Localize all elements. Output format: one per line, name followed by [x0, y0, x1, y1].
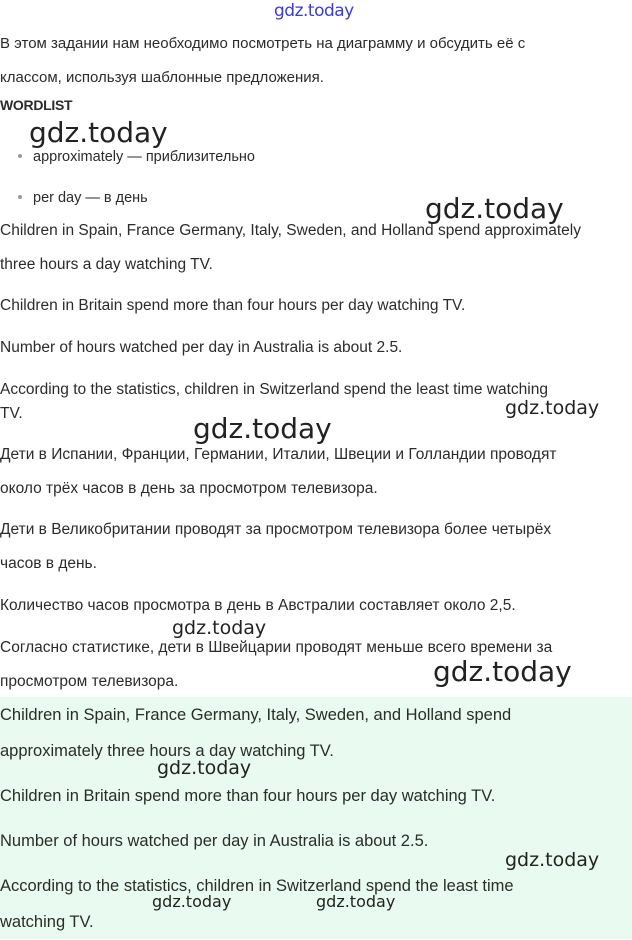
paragraph-line: Children in Britain spend more than four hours per day watching TV.: [0, 787, 496, 805]
paragraph-line: Количество часов просмотра в день в Австралии составляет около 2,5.: [0, 597, 516, 614]
paragraph-line: Children in Spain, France Germany, Italy, Sweden, and Holland spend: [0, 706, 512, 724]
paragraph-line: Согласно статистике, дети в Швейцарии проводят меньше всего времени за: [0, 639, 553, 656]
paragraph-line: According to the statistics, children in Switzerland spend the least time watching: [0, 381, 548, 398]
wordlist-item: [18, 190, 148, 206]
intro-text: [0, 27, 525, 95]
watermark: gdz.today: [505, 849, 600, 871]
paragraph-line: Number of hours watched per day in Australia is about 2.5.: [0, 832, 429, 850]
wordlist-title: WORDLIST: [0, 97, 73, 113]
wordlist-item-text: approximately — приблизительно: [33, 149, 255, 165]
paragraph-line: около трёх часов в день за просмотром телевизора.: [0, 480, 378, 497]
russian-paragraph: [0, 513, 551, 581]
paragraph-line: TV.: [0, 405, 23, 422]
intro-line: В этом задании нам необходимо посмотреть на диаграмму и обсудить её с: [0, 35, 526, 52]
watermark: gdz.today: [433, 655, 572, 688]
watermark: gdz.today: [152, 892, 232, 911]
paragraph-line: Children in Spain, France Germany, Italy, Sweden, and Holland spend approximately: [0, 222, 581, 239]
paragraph-line: three hours a day watching TV.: [0, 256, 213, 273]
answer-paragraph: [0, 778, 495, 814]
paragraph-line: Children in Britain spend more than four hours per day watching TV.: [0, 297, 466, 314]
watermark: gdz.today: [425, 192, 564, 225]
paragraph-line: просмотром телевизора.: [0, 673, 179, 690]
paragraph-line: Дети в Великобритании проводят за просмотром телевизора более четырёх: [0, 521, 552, 538]
watermark: gdz.today: [29, 116, 168, 149]
watermark: gdz.today: [505, 397, 600, 419]
watermark: gdz.today: [316, 892, 396, 911]
paragraph-line: watching TV.: [0, 913, 94, 931]
answer-paragraph: [0, 697, 511, 769]
english-paragraph: [0, 289, 465, 323]
answer-paragraph: [0, 823, 428, 859]
wordlist-item-text: per day — в день: [33, 190, 148, 206]
answer-paragraph: [0, 868, 514, 940]
bullet-icon: [18, 195, 22, 199]
paragraph-line: approximately three hours a day watching TV.: [0, 742, 334, 760]
paragraph-line: Дети в Испании, Франции, Германии, Италии, Швеции и Голландии проводят: [0, 446, 557, 463]
bullet-icon: [18, 154, 22, 158]
watermark-logo: gdz.today: [274, 1, 354, 21]
english-paragraph: [0, 331, 402, 365]
watermark: gdz.today: [172, 617, 267, 639]
intro-line: классом, используя шаблонные предложения.: [0, 69, 324, 86]
paragraph-line: часов в день.: [0, 555, 97, 572]
wordlist-item: [18, 149, 255, 165]
watermark: gdz.today: [157, 757, 252, 779]
paragraph-line: According to the statistics, children in Switzerland spend the least time: [0, 877, 514, 895]
watermark: gdz.today: [193, 412, 332, 445]
russian-paragraph: [0, 438, 556, 506]
paragraph-line: Number of hours watched per day in Australia is about 2.5.: [0, 339, 403, 356]
